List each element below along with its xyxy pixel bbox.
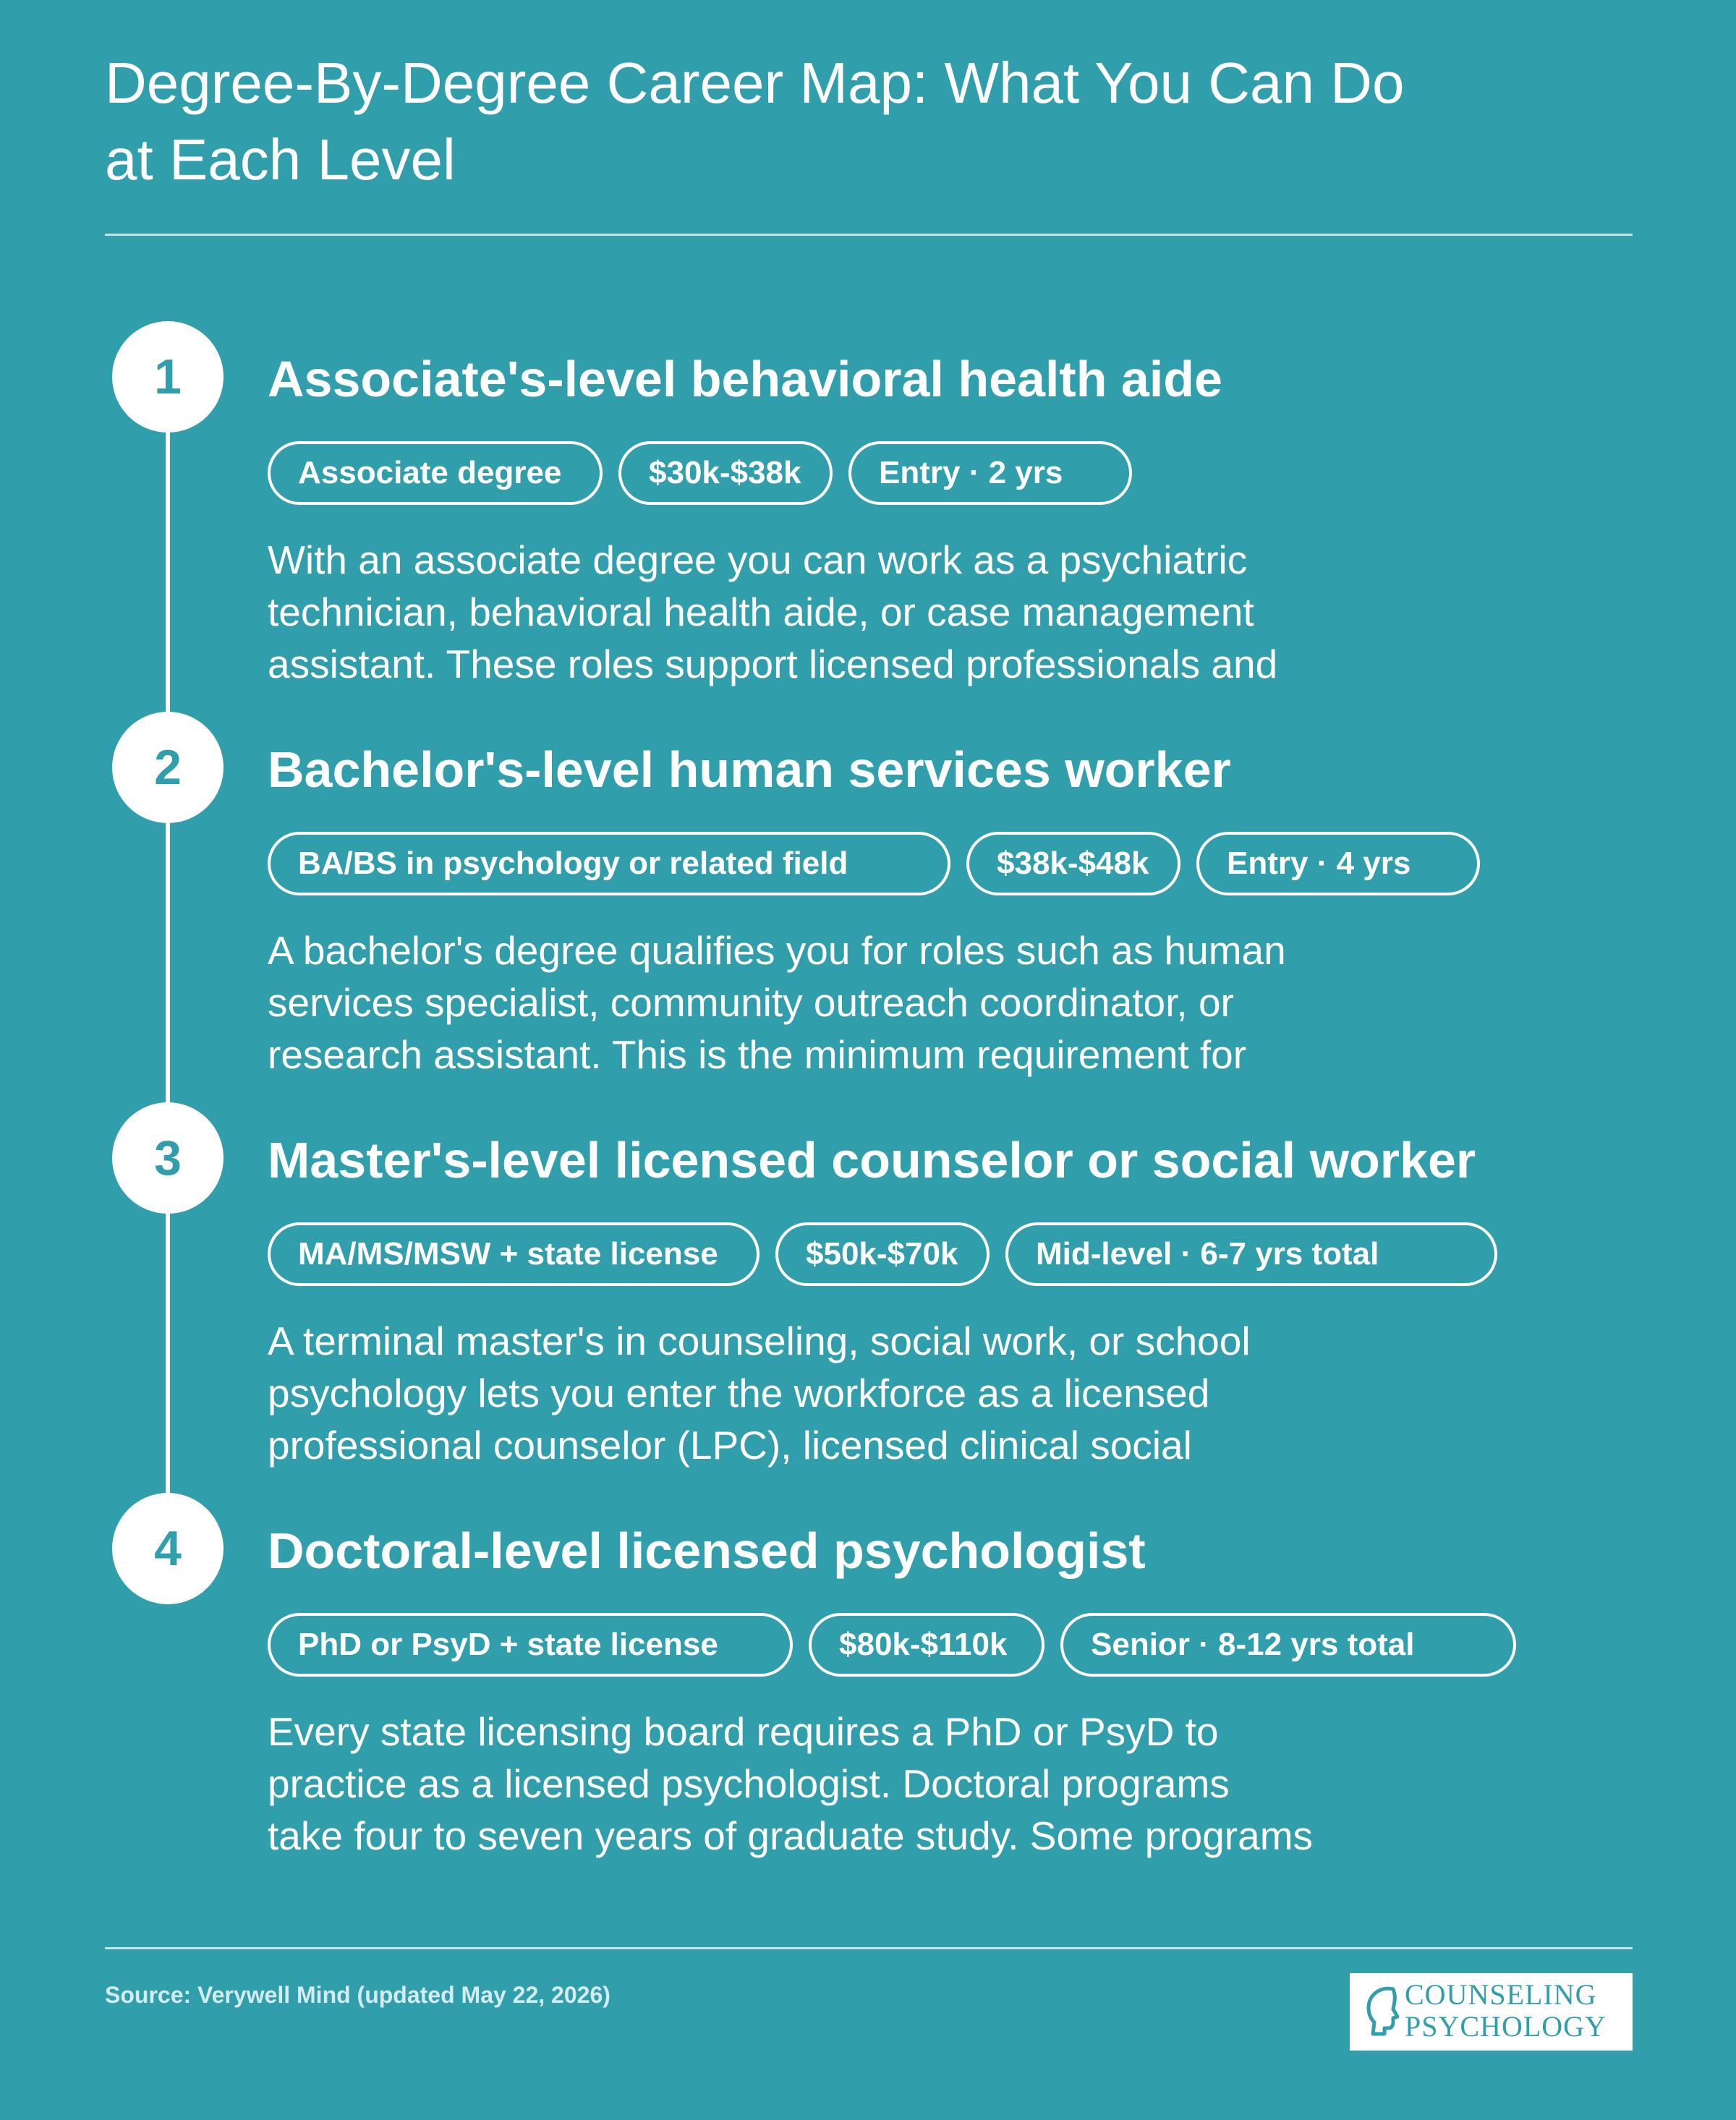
description-line: psychology lets you enter the workforce as a licensed — [268, 1371, 1210, 1416]
salary-tag: $80k-$110k — [809, 1613, 1044, 1677]
step-description — [268, 534, 1439, 690]
footer-divider — [105, 1947, 1633, 1949]
level-tag: Mid-level · 6-7 yrs total — [1005, 1222, 1497, 1286]
description-line: With an associate degree you can work as a psychiatric — [268, 537, 1248, 582]
level-tag: Senior · 8-12 yrs total — [1060, 1613, 1516, 1677]
step-title: Doctoral-level licensed psychologist — [268, 1523, 1146, 1579]
step-title: Associate's-level behavioral health aide — [268, 351, 1222, 407]
description-line: assistant. These roles support licensed professionals and — [268, 642, 1278, 686]
description-line: research assistant. This is the minimum requirement for — [268, 1032, 1247, 1077]
degree-tag: MA/MS/MSW + state license — [268, 1222, 760, 1286]
timeline-connector — [166, 376, 170, 1548]
step-title: Bachelor's-level human services worker — [268, 741, 1231, 798]
header-divider — [105, 234, 1633, 236]
description-line: professional counselor (LPC), licensed clinical social — [268, 1423, 1192, 1468]
page-title — [105, 45, 1624, 198]
page-title-line-2: at Each Level — [105, 127, 456, 192]
step-number-badge: 2 — [112, 712, 224, 823]
degree-tag: PhD or PsyD + state license — [268, 1613, 793, 1677]
degree-tag: BA/BS in psychology or related field — [268, 832, 950, 895]
logo-text-line-2: PSYCHOLOGY — [1405, 2010, 1607, 2043]
salary-tag: $30k-$38k — [618, 441, 833, 505]
description-line: services specialist, community outreach coordinator, or — [268, 980, 1234, 1025]
step-description — [268, 1315, 1439, 1471]
description-line: practice as a licensed psychologist. Doctoral programs — [268, 1761, 1230, 1806]
head-profile-icon — [1361, 1983, 1405, 2041]
salary-tag: $38k-$48k — [966, 832, 1180, 895]
step-number-badge: 1 — [112, 321, 224, 433]
description-line: A terminal master's in counseling, social work, or school — [268, 1319, 1251, 1363]
degree-tag: Associate degree — [268, 441, 603, 505]
page-title-line-1: Degree-By-Degree Career Map: What You Can Do — [105, 51, 1405, 115]
step-description — [268, 924, 1439, 1081]
step-description — [268, 1706, 1439, 1862]
level-tag: Entry · 2 yrs — [848, 441, 1132, 505]
step-number-badge: 3 — [112, 1102, 224, 1214]
logo-text-line-1: COUNSELING — [1405, 1978, 1597, 2011]
level-tag: Entry · 4 yrs — [1196, 832, 1480, 895]
step-number-badge: 4 — [112, 1493, 224, 1604]
description-line: technician, behavioral health aide, or case management — [268, 589, 1254, 634]
step-title: Master's-level licensed counselor or social worker — [268, 1132, 1476, 1188]
description-line: Every state licensing board requires a PhD or PsyD to — [268, 1709, 1219, 1754]
source-attribution: Source: Verywell Mind (updated May 22, 2026) — [105, 1982, 610, 2008]
description-line: take four to seven years of graduate study. Some programs — [268, 1813, 1314, 1858]
description-line: A bachelor's degree qualifies you for roles such as human — [268, 928, 1286, 973]
salary-tag: $50k-$70k — [775, 1222, 990, 1286]
brand-logo — [1350, 1973, 1633, 2051]
